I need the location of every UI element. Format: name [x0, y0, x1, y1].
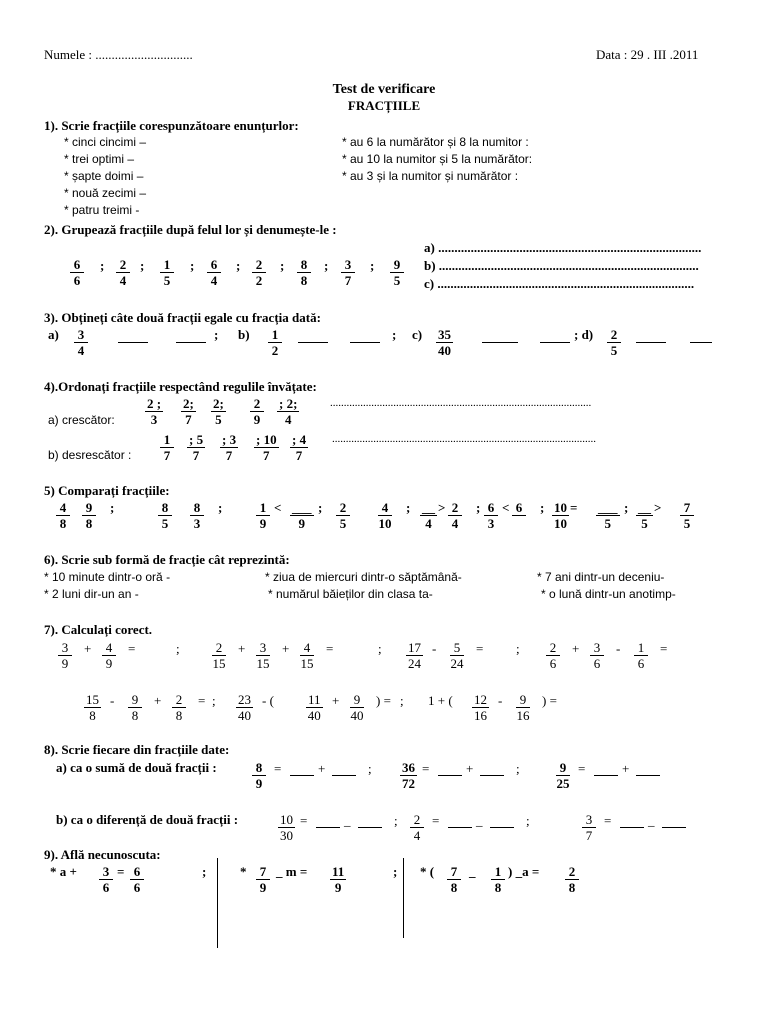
q2-fraction: $\frac{2}{4}$ [116, 257, 130, 288]
operator: + [84, 641, 92, 656]
numerator: 4 [56, 500, 70, 516]
fraction [410, 812, 424, 843]
q5-heading: 5) Comparați fracțiile: [44, 483, 170, 498]
separator: ; [476, 500, 481, 515]
numerator: 2 [212, 640, 226, 656]
numerator: 4 [300, 640, 314, 656]
q6-heading: 6). Scrie sub formă de fracție cât reprezintă: [44, 552, 290, 567]
fraction [300, 640, 314, 671]
q4-dots-a[interactable]: ............................................................................................... [330, 397, 592, 409]
q1-right-item: * au 6 la numărător și 8 la numitor : [342, 135, 529, 149]
fraction [212, 640, 226, 671]
numerator: 12 [474, 692, 487, 707]
fraction [336, 500, 350, 531]
denominator: 4 [413, 828, 421, 843]
q6-item: * numărul băieților din clasa ta- [268, 587, 433, 601]
q1-right-item: * au 3 și la numitor și numărător : [342, 169, 519, 183]
q9-fraction: $\frac{11}{9}$ [332, 864, 345, 895]
numerator: 4 [102, 640, 116, 656]
fraction [290, 500, 314, 531]
q3-label-b: b) [238, 327, 250, 342]
equals-sign: = [117, 864, 125, 879]
denominator: 8 [59, 516, 67, 531]
answer-blank[interactable] [636, 330, 666, 343]
q4-fraction-b: $\frac{; 4}{7}$ [292, 432, 307, 463]
denominator: 5 [683, 516, 691, 531]
operator: + [154, 693, 162, 708]
answer-blank[interactable] [636, 763, 660, 776]
fraction [158, 500, 172, 531]
q2-heading: 2). Grupează fracțiile după felul lor și denumește-le : [44, 222, 337, 237]
equals-sign: = [604, 813, 612, 828]
comparison-operator: = [570, 500, 578, 515]
q9-item-3-prefix: * ( [420, 864, 435, 879]
comparison-operator: < [274, 500, 282, 515]
numerator: 11 [308, 692, 321, 707]
numerator: 3 [256, 640, 270, 656]
operator: + [282, 641, 290, 656]
q3-fraction-c: $\frac{35}{40}$ [438, 327, 451, 358]
denominator: 25 [556, 776, 570, 791]
fraction [634, 640, 648, 671]
numerator: 7 [680, 500, 694, 516]
q2-fraction: $\frac{6}{4}$ [207, 257, 221, 288]
denominator: 6 [549, 656, 557, 671]
separator: ; [176, 641, 180, 656]
q1-right-item: * au 10 la numitor și 5 la numărător: [342, 152, 533, 166]
fraction [252, 760, 266, 791]
q4-fraction-a: $\frac{2;}{7}$ [183, 396, 194, 427]
answer-blank[interactable] [332, 763, 356, 776]
separator: ; [406, 500, 411, 515]
fraction [172, 692, 186, 723]
operator: ) = [376, 693, 391, 708]
q1-left-item: * șapte doimi – [64, 169, 144, 183]
q9-item-2-mid: _ m = [276, 864, 308, 879]
minus-sign: _ [476, 813, 483, 828]
answer-blank[interactable] [176, 330, 206, 343]
answer-blank[interactable] [662, 815, 686, 828]
plus-sign: + [466, 761, 474, 776]
comparison-operator: > [654, 500, 662, 515]
numerator: 2 [410, 812, 424, 828]
denominator: 4 [451, 516, 459, 531]
fraction [556, 760, 570, 791]
q9-item-1-prefix: * a + [50, 864, 77, 879]
answer-blank[interactable] [118, 330, 148, 343]
equals-sign: = [432, 813, 440, 828]
q1-left-item: * patru treimi - [64, 203, 140, 217]
denominator: 24 [408, 656, 421, 671]
numerator: 10 [280, 812, 293, 827]
page-title: Test de verificare [332, 82, 436, 97]
fraction [400, 760, 417, 791]
q6-item: * 2 luni dir-un an - [44, 587, 139, 601]
answer-blank[interactable] [350, 330, 380, 343]
equals-sign: = [300, 813, 308, 828]
q4-label-b: b) desrescător : [48, 448, 132, 462]
q9-fraction: $\frac{7}{9}$ [256, 864, 270, 895]
q9-heading: 9). Află necunoscuta: [44, 847, 161, 862]
numerator: 8 [158, 500, 172, 516]
equals-sign: = [274, 761, 282, 776]
q3-heading: 3). Obțineți câte două fracții egale cu fracția dată: [44, 310, 321, 325]
fraction [256, 640, 270, 671]
q2-fraction: $\frac{2}{2}$ [252, 257, 266, 288]
divider-line [217, 858, 218, 948]
q2-answer-a[interactable]: a) ................................................................................. [424, 240, 702, 255]
numerator: 5 [450, 640, 464, 656]
q1-heading: 1). Scrie fracțiile corespunzătoare enunțurlor: [44, 118, 299, 133]
fraction [636, 500, 653, 531]
denominator: 15 [212, 656, 226, 671]
q2-fraction: $\frac{6}{6}$ [70, 257, 84, 288]
denominator: 4 [425, 516, 432, 531]
separator: ; [236, 258, 241, 273]
answer-blank[interactable] [482, 330, 518, 343]
q4-heading: 4).Ordonați fracțiile respectând regulile învățate: [44, 379, 317, 394]
numerator: 4 [378, 500, 392, 516]
fraction [56, 500, 70, 531]
numerator: 2 [448, 500, 462, 516]
denominator: 10 [554, 516, 567, 531]
denominator: 16 [474, 708, 487, 723]
plus-sign: + [318, 761, 326, 776]
numerator: 3 [582, 812, 596, 828]
denominator: 9 [298, 516, 305, 531]
denominator: 3 [487, 516, 495, 531]
numerator: 2 [336, 500, 350, 516]
denominator: 40 [350, 708, 364, 723]
q3-label-c: c) [412, 327, 423, 342]
operator: + [572, 641, 580, 656]
fraction [82, 500, 96, 531]
separator: ; [370, 258, 375, 273]
fraction [516, 692, 530, 723]
separator: ; [318, 500, 323, 515]
fraction [84, 692, 101, 723]
answer-blank[interactable] [358, 815, 382, 828]
denominator: 3 [193, 516, 201, 531]
fraction [552, 500, 569, 531]
separator: ; [202, 864, 207, 879]
q9-fraction: $\frac{7}{8}$ [447, 864, 461, 895]
q4-fraction-a: $\frac{; 2;}{4}$ [279, 396, 298, 427]
comparison-operator: > [438, 500, 446, 515]
numerator: 9 [350, 692, 364, 708]
fraction [512, 500, 526, 516]
denominator: 15 [300, 656, 314, 671]
operator: = [198, 693, 206, 708]
numerator: ___ [292, 500, 312, 515]
q9-fraction: $\frac{1}{8}$ [491, 864, 505, 895]
denominator: 40 [238, 708, 251, 723]
q2-fraction: $\frac{3}{7}$ [341, 257, 355, 288]
numerator: 9 [128, 692, 142, 708]
separator: ; [526, 813, 530, 828]
separator: ; [516, 641, 520, 656]
q4-fraction-b: $\frac{; 3}{7}$ [222, 432, 237, 463]
fraction [278, 812, 295, 843]
separator: ; [218, 500, 223, 515]
q4-dots-b[interactable]: ................................................................................................ [332, 433, 596, 445]
operator: = [326, 641, 334, 656]
numerator: 1 [634, 640, 648, 656]
separator: ; [394, 813, 398, 828]
denominator: 6 [593, 656, 601, 671]
q8-label-b: b) ca o diferență de două fracții : [56, 812, 239, 827]
fraction [450, 640, 464, 671]
operator: = [660, 641, 668, 656]
minus-sign: _ [648, 813, 655, 828]
fraction [236, 692, 253, 723]
answer-blank[interactable] [298, 330, 328, 343]
fraction [350, 692, 364, 723]
answer-blank[interactable] [438, 763, 462, 776]
separator: ; [392, 327, 397, 342]
operator: - [432, 641, 437, 656]
numerator: 23 [238, 692, 251, 707]
numerator: 6 [512, 500, 526, 516]
fraction [590, 640, 604, 671]
denominator: 40 [307, 708, 321, 723]
denominator: 7 [585, 828, 593, 843]
numerator: 8 [190, 500, 204, 516]
fraction [420, 500, 437, 531]
denominator: 15 [256, 656, 270, 671]
denominator: 30 [280, 828, 293, 843]
q6-item: * ziua de miercuri dintr-o săptămână- [265, 570, 462, 584]
divider-line [403, 858, 404, 938]
q3-fraction-d: $\frac{2}{5}$ [607, 327, 621, 358]
q4-fraction-b: $\frac{; 10}{7}$ [256, 432, 277, 463]
operator: 1 + ( [428, 693, 453, 708]
denominator: 8 [175, 708, 183, 723]
separator: ; [624, 500, 629, 515]
q8-label-a: a) ca o sumă de două fracții : [56, 760, 217, 775]
denominator: 72 [402, 776, 415, 791]
answer-blank[interactable] [594, 763, 618, 776]
numerator: 2 [172, 692, 186, 708]
numerator: 9 [82, 500, 96, 516]
numerator: 2 [546, 640, 560, 656]
separator: ; [540, 500, 545, 515]
operator: = [476, 641, 484, 656]
q9-item-2-prefix: * [240, 864, 247, 879]
q2-fraction: $\frac{1}{5}$ [160, 257, 174, 288]
date-label: Data : 29 . III .2011 [596, 47, 699, 62]
fraction [256, 500, 270, 531]
denominator: 9 [259, 516, 267, 531]
minus-sign: _ [344, 813, 351, 828]
q3-fraction-b: $\frac{1}{2}$ [268, 327, 282, 358]
answer-blank[interactable] [490, 815, 514, 828]
numerator: 17 [408, 640, 421, 655]
denominator: 5 [604, 516, 611, 531]
separator: ; [100, 258, 105, 273]
operator: + [238, 641, 246, 656]
answer-blank[interactable] [290, 763, 314, 776]
separator: ; [110, 500, 115, 515]
denominator: 10 [378, 516, 392, 531]
separator: ; [368, 761, 372, 776]
q9-fraction: $\frac{3}{6}$ [99, 864, 113, 895]
fraction [378, 500, 392, 531]
fraction [190, 500, 204, 531]
separator: ; [212, 693, 216, 708]
operator: - [110, 693, 115, 708]
fraction [582, 812, 596, 843]
denominator: 16 [516, 708, 530, 723]
q6-item: * o lună dintr-un anotimp- [541, 587, 676, 601]
name-field[interactable]: Numele : .............................. [44, 47, 193, 62]
q4-fraction-a: $\frac{2;}{5}$ [213, 396, 224, 427]
numerator: __ [638, 500, 651, 515]
numerator: 8 [252, 760, 266, 776]
denominator: 8 [89, 708, 96, 723]
fraction [484, 500, 498, 531]
q2-fraction: $\frac{9}{5}$ [390, 257, 404, 288]
q6-item: * 10 minute dintr-o oră - [44, 570, 171, 584]
q4-fraction-b: $\frac{; 5}{7}$ [189, 432, 204, 463]
q8-heading: 8). Scrie fiecare din fracțiile date: [44, 742, 230, 757]
q4-fraction-a: $\frac{2 ;}{3}$ [147, 396, 162, 427]
q4-fraction-b: $\frac{1}{7}$ [160, 432, 174, 463]
q6-item: * 7 ani dintr-un deceniu- [537, 570, 665, 584]
separator: ; [280, 258, 285, 273]
fraction [680, 500, 694, 531]
operator: - [498, 693, 503, 708]
equals-sign: = [578, 761, 586, 776]
operator: - ( [262, 693, 274, 708]
comparison-operator: < [502, 500, 510, 515]
denominator: 5 [161, 516, 169, 531]
numerator: 9 [556, 760, 570, 776]
q1-left-item: * nouă zecimi – [64, 186, 147, 200]
denominator: 8 [131, 708, 139, 723]
fraction [472, 692, 489, 723]
denominator: 9 [255, 776, 263, 791]
q2-answer-c[interactable]: c) ............................................................................... [424, 276, 695, 291]
q3-fraction-a: $\frac{3}{4}$ [74, 327, 88, 358]
answer-blank[interactable] [540, 330, 570, 343]
fraction [546, 640, 560, 671]
numerator: ___ [598, 500, 618, 515]
numerator: 3 [58, 640, 72, 656]
q9-item-3-mid: ) _a = [508, 864, 540, 879]
q2-fraction: $\frac{8}{8}$ [297, 257, 311, 288]
denominator: 6 [637, 656, 645, 671]
answer-blank[interactable] [480, 763, 504, 776]
separator: ; [190, 258, 195, 273]
denominator: 24 [450, 656, 464, 671]
q7-heading: 7). Calculați corect. [44, 622, 153, 637]
separator: ; [324, 258, 329, 273]
page-subtitle: FRACȚIILE [347, 98, 421, 113]
operator: - [616, 641, 621, 656]
q3-label-d: ; d) [574, 327, 594, 342]
numerator: 15 [86, 692, 99, 707]
separator: ; [393, 864, 398, 879]
answer-blank[interactable] [316, 815, 340, 828]
operator: + [332, 693, 340, 708]
denominator: 9 [61, 656, 69, 671]
denominator: 9 [105, 656, 113, 671]
fraction [406, 640, 423, 671]
answer-blank[interactable] [620, 815, 644, 828]
numerator: 3 [590, 640, 604, 656]
fraction [448, 500, 462, 531]
q9-fraction: $\frac{6}{6}$ [130, 864, 144, 895]
numerator: 1 [256, 500, 270, 516]
numerator: __ [422, 500, 435, 515]
answer-blank[interactable] [448, 815, 472, 828]
separator: ; [214, 327, 219, 342]
fraction [596, 500, 620, 531]
numerator: 36 [402, 760, 415, 775]
fraction [58, 640, 72, 671]
denominator: 8 [85, 516, 93, 531]
plus-sign: + [622, 761, 630, 776]
numerator: 6 [484, 500, 498, 516]
q4-fraction-a: $\frac{2}{9}$ [250, 396, 264, 427]
q9-fraction: $\frac{2}{8}$ [565, 864, 579, 895]
minus-sign: _ [469, 864, 476, 879]
q1-left-item: * trei optimi – [64, 152, 135, 166]
denominator: 5 [339, 516, 347, 531]
fraction [306, 692, 323, 723]
separator: ; [378, 641, 382, 656]
denominator: 5 [641, 516, 648, 531]
q1-left-item: * cinci cincimi – [64, 135, 147, 149]
separator: ; [400, 693, 404, 708]
fraction [102, 640, 116, 671]
equals-sign: = [422, 761, 430, 776]
q3-label-a: a) [48, 327, 59, 342]
fraction [128, 692, 142, 723]
numerator: 9 [516, 692, 530, 708]
answer-blank[interactable] [690, 330, 712, 343]
numerator: 10 [554, 500, 567, 515]
operator: = [128, 641, 136, 656]
separator: ; [140, 258, 145, 273]
operator: ) = [542, 693, 557, 708]
separator: ; [516, 761, 520, 776]
q4-label-a: a) crescător: [48, 413, 115, 427]
q2-answer-b[interactable]: b) ................................................................................ [424, 258, 699, 273]
